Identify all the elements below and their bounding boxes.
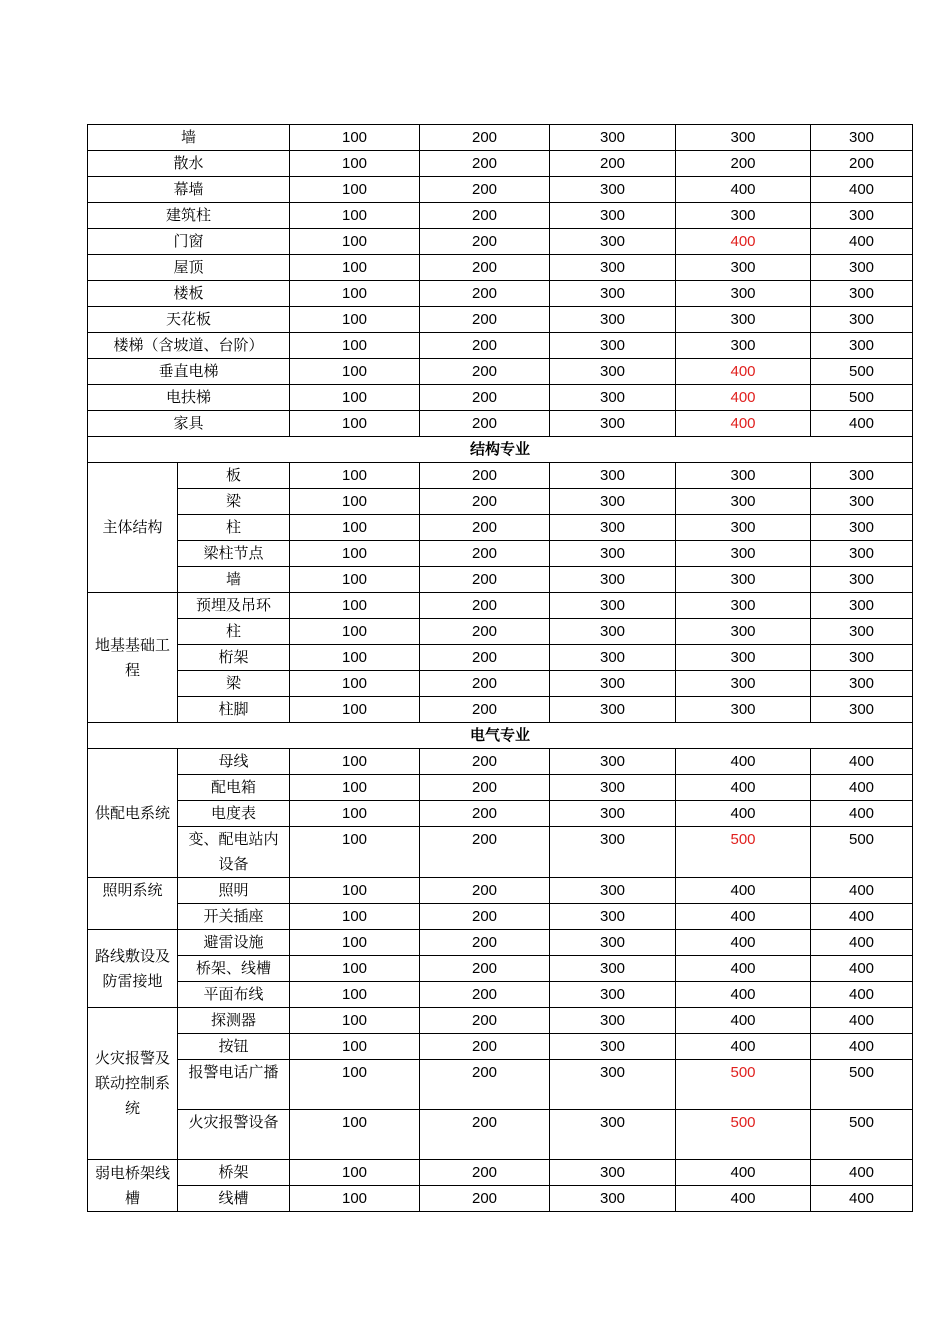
- value-cell: 400: [811, 1034, 913, 1060]
- value-cell: 300: [811, 567, 913, 593]
- item-name: 开关插座: [178, 904, 290, 930]
- value-cell: 400: [811, 878, 913, 904]
- value-cell: 200: [420, 411, 550, 437]
- value-cell: 300: [550, 878, 676, 904]
- value-cell: 200: [420, 878, 550, 904]
- value-cell: 200: [420, 541, 550, 567]
- value-cell: 100: [290, 125, 420, 151]
- value-cell: 300: [550, 619, 676, 645]
- table-row: [88, 1060, 913, 1110]
- value-cell: 200: [420, 1160, 550, 1186]
- value-cell: 100: [290, 489, 420, 515]
- table-row: [88, 930, 913, 956]
- value-cell: 200: [420, 307, 550, 333]
- value-cell: 300: [676, 541, 811, 567]
- value-cell: 400: [676, 1034, 811, 1060]
- table-row: [88, 411, 913, 437]
- highlighted-value-cell: 500: [676, 1110, 811, 1160]
- item-name: 配电箱: [178, 775, 290, 801]
- value-cell: 300: [550, 203, 676, 229]
- item-name: 梁柱节点: [178, 541, 290, 567]
- value-cell: 500: [811, 359, 913, 385]
- item-name: 线槽: [178, 1186, 290, 1212]
- value-cell: 300: [676, 463, 811, 489]
- value-cell: 400: [811, 749, 913, 775]
- value-cell: 400: [811, 982, 913, 1008]
- highlighted-value-cell: 500: [676, 1060, 811, 1110]
- item-name: 墙: [88, 125, 290, 151]
- value-cell: 100: [290, 151, 420, 177]
- value-cell: 300: [550, 671, 676, 697]
- group-label: 地基基础工程: [88, 593, 178, 723]
- item-name: 楼板: [88, 281, 290, 307]
- item-name: 梁: [178, 671, 290, 697]
- value-cell: 300: [676, 593, 811, 619]
- value-cell: 200: [420, 801, 550, 827]
- value-cell: 400: [676, 1160, 811, 1186]
- value-cell: 300: [550, 125, 676, 151]
- group-label: 供配电系统: [88, 749, 178, 878]
- table-row: [88, 775, 913, 801]
- item-name: 门窗: [88, 229, 290, 255]
- table-row: [88, 904, 913, 930]
- value-cell: 300: [550, 1110, 676, 1160]
- value-cell: 100: [290, 411, 420, 437]
- item-name: 预埋及吊环: [178, 593, 290, 619]
- value-cell: 300: [550, 801, 676, 827]
- table-row: [88, 593, 913, 619]
- value-cell: 300: [550, 775, 676, 801]
- value-cell: 300: [550, 307, 676, 333]
- highlighted-value-cell: 500: [676, 827, 811, 878]
- item-name: 天花板: [88, 307, 290, 333]
- value-cell: 200: [420, 827, 550, 878]
- value-cell: 200: [420, 749, 550, 775]
- item-name: 探测器: [178, 1008, 290, 1034]
- value-cell: 300: [550, 982, 676, 1008]
- table-row: [88, 541, 913, 567]
- value-cell: 200: [420, 1060, 550, 1110]
- value-cell: 100: [290, 1008, 420, 1034]
- value-cell: 300: [811, 645, 913, 671]
- highlighted-value-cell: 400: [676, 411, 811, 437]
- table-row: [88, 878, 913, 904]
- value-cell: 100: [290, 801, 420, 827]
- value-cell: 300: [550, 333, 676, 359]
- value-cell: 200: [420, 385, 550, 411]
- group-label: 弱电桥架线槽: [88, 1160, 178, 1212]
- value-cell: 100: [290, 385, 420, 411]
- value-cell: 400: [811, 904, 913, 930]
- value-cell: 300: [550, 567, 676, 593]
- value-cell: 300: [811, 541, 913, 567]
- value-cell: 100: [290, 203, 420, 229]
- value-cell: 200: [420, 775, 550, 801]
- table-row: [88, 515, 913, 541]
- section-title-electrical: 电气专业: [88, 723, 913, 749]
- value-cell: 500: [811, 1060, 913, 1110]
- value-cell: 200: [420, 1008, 550, 1034]
- value-cell: 200: [420, 671, 550, 697]
- value-cell: 400: [676, 956, 811, 982]
- value-cell: 200: [420, 255, 550, 281]
- item-name: 报警电话广播: [178, 1060, 290, 1110]
- item-name: 楼梯（含坡道、台阶）: [88, 333, 290, 359]
- table-row: [88, 956, 913, 982]
- item-name: 板: [178, 463, 290, 489]
- value-cell: 200: [420, 489, 550, 515]
- value-cell: 200: [420, 697, 550, 723]
- value-cell: 100: [290, 567, 420, 593]
- value-cell: 300: [550, 956, 676, 982]
- item-name: 电度表: [178, 801, 290, 827]
- value-cell: 300: [811, 515, 913, 541]
- item-name: 家具: [88, 411, 290, 437]
- value-cell: 300: [550, 385, 676, 411]
- value-cell: 200: [550, 151, 676, 177]
- table-row: [88, 1110, 913, 1160]
- value-cell: 500: [811, 385, 913, 411]
- value-cell: 300: [550, 281, 676, 307]
- value-cell: 300: [550, 904, 676, 930]
- value-cell: 400: [811, 775, 913, 801]
- item-name: 照明: [178, 878, 290, 904]
- value-cell: 100: [290, 177, 420, 203]
- value-cell: 100: [290, 930, 420, 956]
- value-cell: 100: [290, 671, 420, 697]
- value-cell: 100: [290, 515, 420, 541]
- value-cell: 400: [676, 878, 811, 904]
- value-cell: 200: [420, 359, 550, 385]
- value-cell: 100: [290, 281, 420, 307]
- value-cell: 400: [811, 1160, 913, 1186]
- value-cell: 400: [811, 1186, 913, 1212]
- value-cell: 300: [550, 515, 676, 541]
- value-cell: 100: [290, 255, 420, 281]
- value-cell: 300: [550, 489, 676, 515]
- value-cell: 100: [290, 775, 420, 801]
- table-row: [88, 333, 913, 359]
- value-cell: 300: [550, 930, 676, 956]
- value-cell: 200: [420, 1110, 550, 1160]
- value-cell: 100: [290, 1060, 420, 1110]
- table-row: [88, 982, 913, 1008]
- value-cell: 100: [290, 1160, 420, 1186]
- value-cell: 300: [811, 671, 913, 697]
- item-name: 按钮: [178, 1034, 290, 1060]
- value-cell: 300: [676, 697, 811, 723]
- group-label: 路线敷设及防雷接地: [88, 930, 178, 1008]
- value-cell: 100: [290, 956, 420, 982]
- value-cell: 100: [290, 697, 420, 723]
- value-cell: 300: [676, 255, 811, 281]
- highlighted-value-cell: 400: [676, 229, 811, 255]
- table-row: [88, 1186, 913, 1212]
- item-name: 平面布线: [178, 982, 290, 1008]
- table-row: [88, 801, 913, 827]
- value-cell: 300: [550, 593, 676, 619]
- value-cell: 300: [811, 125, 913, 151]
- value-cell: 400: [811, 229, 913, 255]
- value-cell: 200: [420, 515, 550, 541]
- value-cell: 400: [676, 982, 811, 1008]
- value-cell: 400: [676, 775, 811, 801]
- value-cell: 400: [811, 930, 913, 956]
- value-cell: 400: [676, 930, 811, 956]
- value-cell: 100: [290, 749, 420, 775]
- table-row: [88, 827, 913, 878]
- highlighted-value-cell: 400: [676, 385, 811, 411]
- value-cell: 200: [811, 151, 913, 177]
- table-row: [88, 281, 913, 307]
- value-cell: 200: [420, 281, 550, 307]
- value-cell: 300: [811, 255, 913, 281]
- item-name: 幕墙: [88, 177, 290, 203]
- section-header-row: [88, 723, 913, 749]
- value-cell: 400: [811, 177, 913, 203]
- value-cell: 300: [550, 1034, 676, 1060]
- value-cell: 200: [420, 203, 550, 229]
- value-cell: 200: [420, 645, 550, 671]
- item-name: 桥架: [178, 1160, 290, 1186]
- value-cell: 200: [420, 567, 550, 593]
- item-name: 火灾报警设备: [178, 1110, 290, 1160]
- highlighted-value-cell: 400: [676, 359, 811, 385]
- item-name: 建筑柱: [88, 203, 290, 229]
- value-cell: 100: [290, 1186, 420, 1212]
- table-row: [88, 671, 913, 697]
- table-row: [88, 1160, 913, 1186]
- table-row: [88, 645, 913, 671]
- value-cell: 200: [420, 151, 550, 177]
- value-cell: 300: [676, 125, 811, 151]
- value-cell: 200: [420, 1186, 550, 1212]
- value-cell: 400: [676, 1008, 811, 1034]
- item-name: 变、配电站内设备: [178, 827, 290, 878]
- table-row: [88, 229, 913, 255]
- value-cell: 200: [420, 956, 550, 982]
- value-cell: 300: [550, 463, 676, 489]
- value-cell: 300: [550, 827, 676, 878]
- value-cell: 300: [550, 411, 676, 437]
- value-cell: 400: [811, 411, 913, 437]
- value-cell: 300: [550, 1008, 676, 1034]
- value-cell: 200: [420, 1034, 550, 1060]
- table-row: [88, 1008, 913, 1034]
- value-cell: 100: [290, 827, 420, 878]
- group-label: 照明系统: [88, 878, 178, 930]
- item-name: 母线: [178, 749, 290, 775]
- value-cell: 300: [550, 1060, 676, 1110]
- value-cell: 300: [550, 177, 676, 203]
- value-cell: 100: [290, 1034, 420, 1060]
- value-cell: 300: [811, 697, 913, 723]
- value-cell: 200: [420, 982, 550, 1008]
- group-label: 火灾报警及联动控制系统: [88, 1008, 178, 1160]
- value-cell: 200: [420, 904, 550, 930]
- value-cell: 300: [811, 619, 913, 645]
- value-cell: 400: [676, 904, 811, 930]
- value-cell: 300: [550, 541, 676, 567]
- value-cell: 400: [676, 801, 811, 827]
- value-cell: 300: [676, 307, 811, 333]
- value-cell: 200: [420, 177, 550, 203]
- value-cell: 100: [290, 333, 420, 359]
- value-cell: 200: [420, 229, 550, 255]
- value-cell: 100: [290, 307, 420, 333]
- group-label: 主体结构: [88, 463, 178, 593]
- value-cell: 400: [811, 801, 913, 827]
- value-cell: 100: [290, 1110, 420, 1160]
- value-cell: 100: [290, 463, 420, 489]
- value-cell: 300: [676, 645, 811, 671]
- value-cell: 200: [676, 151, 811, 177]
- table-row: [88, 125, 913, 151]
- value-cell: 300: [811, 333, 913, 359]
- value-cell: 300: [676, 489, 811, 515]
- item-name: 散水: [88, 151, 290, 177]
- value-cell: 400: [676, 1186, 811, 1212]
- value-cell: 100: [290, 359, 420, 385]
- value-cell: 100: [290, 982, 420, 1008]
- table-row: [88, 177, 913, 203]
- table-row: [88, 489, 913, 515]
- item-name: 桥架、线槽: [178, 956, 290, 982]
- value-cell: 300: [676, 333, 811, 359]
- table-row: [88, 385, 913, 411]
- value-cell: 500: [811, 827, 913, 878]
- value-cell: 100: [290, 593, 420, 619]
- item-name: 桁架: [178, 645, 290, 671]
- item-name: 避雷设施: [178, 930, 290, 956]
- value-cell: 100: [290, 645, 420, 671]
- value-cell: 300: [811, 281, 913, 307]
- value-cell: 300: [676, 281, 811, 307]
- value-cell: 300: [550, 255, 676, 281]
- value-cell: 300: [811, 489, 913, 515]
- value-cell: 200: [420, 593, 550, 619]
- value-cell: 400: [676, 177, 811, 203]
- item-name: 柱: [178, 619, 290, 645]
- value-cell: 300: [811, 203, 913, 229]
- value-cell: 200: [420, 930, 550, 956]
- value-cell: 100: [290, 229, 420, 255]
- value-cell: 400: [811, 1008, 913, 1034]
- value-cell: 300: [550, 229, 676, 255]
- value-cell: 300: [676, 671, 811, 697]
- value-cell: 300: [550, 1186, 676, 1212]
- value-cell: 100: [290, 878, 420, 904]
- value-cell: 400: [676, 749, 811, 775]
- table-row: [88, 255, 913, 281]
- table-row: [88, 151, 913, 177]
- table-row: [88, 567, 913, 593]
- value-cell: 300: [676, 515, 811, 541]
- table-row: [88, 463, 913, 489]
- table-row: [88, 619, 913, 645]
- value-cell: 200: [420, 463, 550, 489]
- value-cell: 300: [676, 203, 811, 229]
- value-cell: 300: [811, 307, 913, 333]
- item-name: 垂直电梯: [88, 359, 290, 385]
- section-title-structure: 结构专业: [88, 437, 913, 463]
- value-cell: 200: [420, 333, 550, 359]
- table-row: [88, 749, 913, 775]
- item-name: 梁: [178, 489, 290, 515]
- value-cell: 300: [811, 463, 913, 489]
- item-name: 柱: [178, 515, 290, 541]
- item-name: 柱脚: [178, 697, 290, 723]
- value-cell: 300: [811, 593, 913, 619]
- value-cell: 300: [550, 749, 676, 775]
- table-row: [88, 307, 913, 333]
- value-cell: 400: [811, 956, 913, 982]
- value-cell: 300: [550, 1160, 676, 1186]
- value-cell: 100: [290, 619, 420, 645]
- value-cell: 100: [290, 904, 420, 930]
- value-cell: 300: [676, 619, 811, 645]
- lod-table: [87, 124, 913, 1212]
- table-row: [88, 359, 913, 385]
- value-cell: 200: [420, 125, 550, 151]
- table-row: [88, 203, 913, 229]
- value-cell: 300: [550, 645, 676, 671]
- table-row: [88, 697, 913, 723]
- item-name: 墙: [178, 567, 290, 593]
- value-cell: 300: [550, 359, 676, 385]
- value-cell: 500: [811, 1110, 913, 1160]
- item-name: 屋顶: [88, 255, 290, 281]
- section-header-row: [88, 437, 913, 463]
- value-cell: 200: [420, 619, 550, 645]
- value-cell: 300: [676, 567, 811, 593]
- value-cell: 300: [550, 697, 676, 723]
- table-row: [88, 1034, 913, 1060]
- item-name: 电扶梯: [88, 385, 290, 411]
- value-cell: 100: [290, 541, 420, 567]
